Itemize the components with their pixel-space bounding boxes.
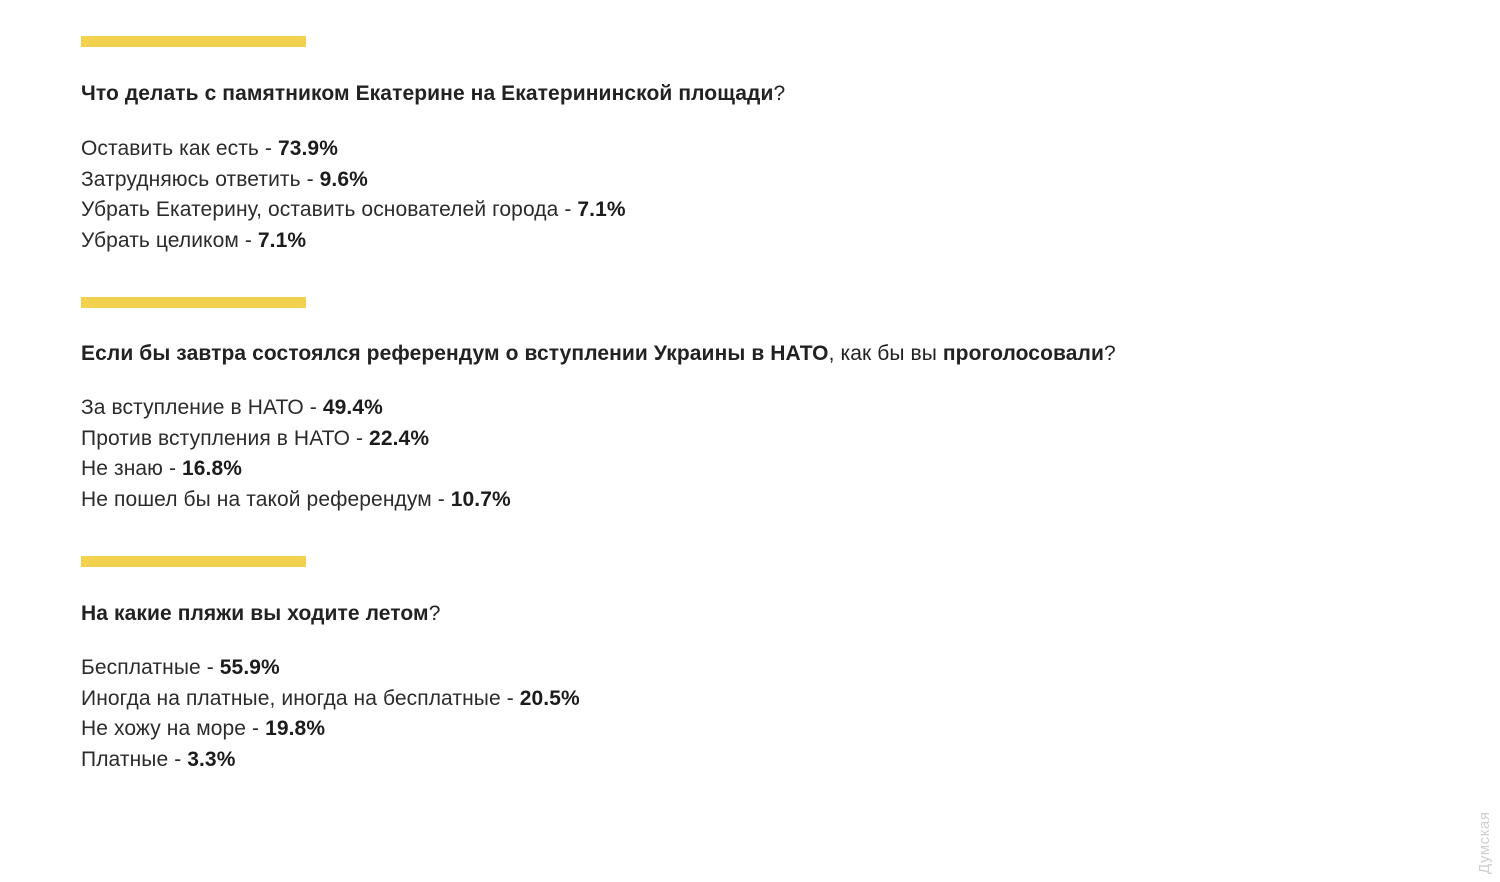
poll-question-tail: ?	[773, 82, 786, 105]
poll-question-bold: Что делать с памятником Екатерине на Екатерининской площади	[81, 82, 774, 105]
poll-results-page	[0, 36, 1500, 882]
poll-block	[81, 36, 1500, 256]
poll-answers	[81, 393, 1500, 515]
poll-answer-row	[81, 226, 1500, 257]
poll-answer-value: 9.6%	[319, 167, 368, 191]
poll-answer-label: Убрать целиком -	[81, 228, 258, 252]
poll-answer-value: 7.1%	[577, 198, 626, 221]
poll-answer-row	[81, 134, 1500, 165]
poll-answer-row	[81, 653, 1500, 684]
poll-question-bold-2: проголосовали	[942, 342, 1104, 365]
poll-answer-label: Платные -	[81, 747, 188, 771]
poll-answer-row	[81, 424, 1500, 455]
poll-answer-label: Иногда на платные, иногда на бесплатные -	[81, 686, 520, 710]
poll-answer-label: Бесплатные -	[81, 656, 220, 679]
poll-answers	[81, 653, 1500, 775]
poll-answer-value: 55.9%	[219, 656, 280, 679]
poll-answer-label: Затрудняюсь ответить -	[81, 167, 320, 191]
poll-question-bold: Если бы завтра состоялся референдум о вступлении Украины в НАТО	[81, 342, 829, 365]
poll-question	[81, 599, 1121, 628]
section-divider-bar	[81, 36, 306, 47]
poll-answer-row	[81, 454, 1500, 485]
poll-answer-row	[81, 714, 1500, 745]
watermark: Думская	[1476, 811, 1493, 874]
poll-answer-value: 22.4%	[369, 426, 430, 450]
poll-answer-row	[81, 165, 1500, 196]
poll-answer-value: 16.8%	[182, 457, 243, 480]
poll-answer-row	[81, 195, 1500, 226]
poll-block	[81, 297, 1500, 515]
poll-question	[81, 79, 1121, 108]
poll-answer-value: 20.5%	[519, 686, 580, 710]
poll-answer-label: Не пошел бы на такой референдум -	[81, 487, 451, 511]
poll-answers	[81, 134, 1500, 256]
poll-answer-value: 7.1%	[257, 228, 307, 252]
section-divider-bar	[81, 297, 306, 308]
poll-question	[81, 339, 1121, 368]
poll-answer-value: 19.8%	[265, 717, 326, 740]
poll-answer-value: 10.7%	[450, 487, 511, 511]
poll-question-bold: На какие пляжи вы ходите летом	[81, 602, 429, 625]
poll-answer-value: 73.9%	[277, 137, 338, 160]
poll-answer-value: 3.3%	[187, 747, 236, 771]
poll-answer-row	[81, 485, 1500, 516]
poll-answer-row	[81, 684, 1500, 715]
poll-answer-label: Убрать Екатерину, оставить основателей города -	[81, 198, 578, 221]
poll-answer-label: За вступление в НАТО -	[81, 396, 323, 419]
poll-answer-row	[81, 745, 1500, 776]
poll-answer-label: Оставить как есть -	[81, 137, 278, 160]
poll-block	[81, 556, 1500, 775]
poll-answer-label: Не хожу на море -	[81, 717, 266, 740]
section-divider-bar	[81, 556, 306, 567]
poll-answer-value: 49.4%	[322, 396, 383, 419]
poll-question-tail: ?	[1103, 342, 1116, 365]
poll-answer-label: Не знаю -	[81, 457, 182, 480]
poll-question-tail: ?	[428, 602, 441, 625]
poll-question-mid: , как бы вы	[828, 342, 943, 365]
poll-answer-row	[81, 393, 1500, 424]
poll-answer-label: Против вступления в НАТО -	[81, 426, 370, 450]
